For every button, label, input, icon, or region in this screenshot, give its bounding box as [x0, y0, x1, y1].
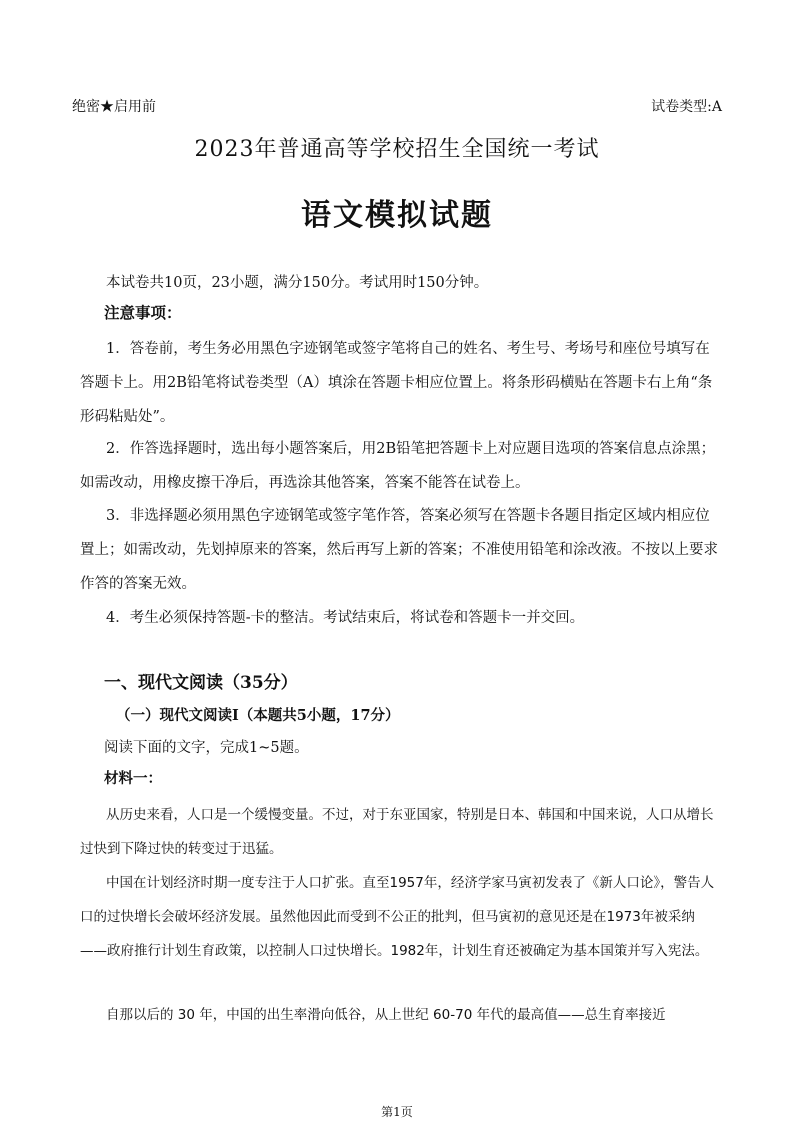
subsection-heading: （一）现代文阅读I（本题共5小题，17分） — [116, 707, 400, 724]
subject-title: 语文模拟试题 — [301, 198, 493, 233]
page-number: 第1页 — [381, 1105, 413, 1119]
material-paragraph-2: 中国在计划经济时期一度专注于人口扩张。直至1957年，经济学家马寅初发表了《新人口论》，警告人口的过快增长会破坏经济发展。虽然他因此而受到不公正的批判，但马寅初的意见还是在1973年被采纳——政府推行计划生育政策，以控制人口过快增长。1982年，计划生育还被确定为基本国策并写入宪法。 — [80, 875, 715, 959]
exam-title: 2023年普通高等学校招生全国统一考试 — [194, 137, 600, 162]
paper-type-label: 试卷类型:A — [651, 99, 722, 115]
notice-item-1: 1．答卷前，考生务必用黑色字迹钢笔或签字笔将自己的姓名、考生号、考场号和座位号填写在答题卡上。用2B铅笔将试卷类型（A）填涂在答题卡相应位置上。将条形码横贴在答题卡右上角“条形码粘贴处”。 — [80, 341, 713, 425]
material-heading: 材料一： — [104, 770, 162, 787]
section-heading: 一、现代文阅读（35分） — [104, 673, 298, 693]
notice-heading: 注意事项： — [104, 303, 182, 322]
exam-intro: 本试卷共10页，23小题，满分150分。考试用时150分钟。 — [106, 275, 489, 291]
material-paragraph-1: 从历史来看，人口是一个缓慢变量。不过，对于东亚国家，特别是日本、韩国和中国来说，人口从增长过快到下降过快的转变过于迅猛。 — [80, 807, 714, 857]
notice-item-4: 4．考生必须保持答题-卡的整洁。考试结束后，将试卷和答题卡一并交回。 — [106, 610, 585, 626]
confidential-label: 绝密★启用前 — [72, 99, 156, 115]
material-paragraph-3: 自那以后的 30 年，中国的出生率滑向低谷，从上世纪 60-70 年代的最高值——总生育率接近 — [106, 1007, 666, 1023]
reading-instruction: 阅读下面的文字，完成1~5题。 — [104, 740, 309, 756]
notice-item-3: 3．非选择题必须用黑色字迹钢笔或签字笔作答，答案必须写在答题卡各题目指定区域内相应位置上；如需改动，先划掉原来的答案，然后再写上新的答案；不准使用铅笔和涂改液。不按以上要求作答的答案无效。 — [80, 508, 718, 592]
notice-item-2: 2．作答选择题时，选出每小题答案后，用2B铅笔把答题卡上对应题目选项的答案信息点涂黑；如需改动，用橡皮擦干净后，再选涂其他答案，答案不能答在试卷上。 — [80, 441, 716, 491]
